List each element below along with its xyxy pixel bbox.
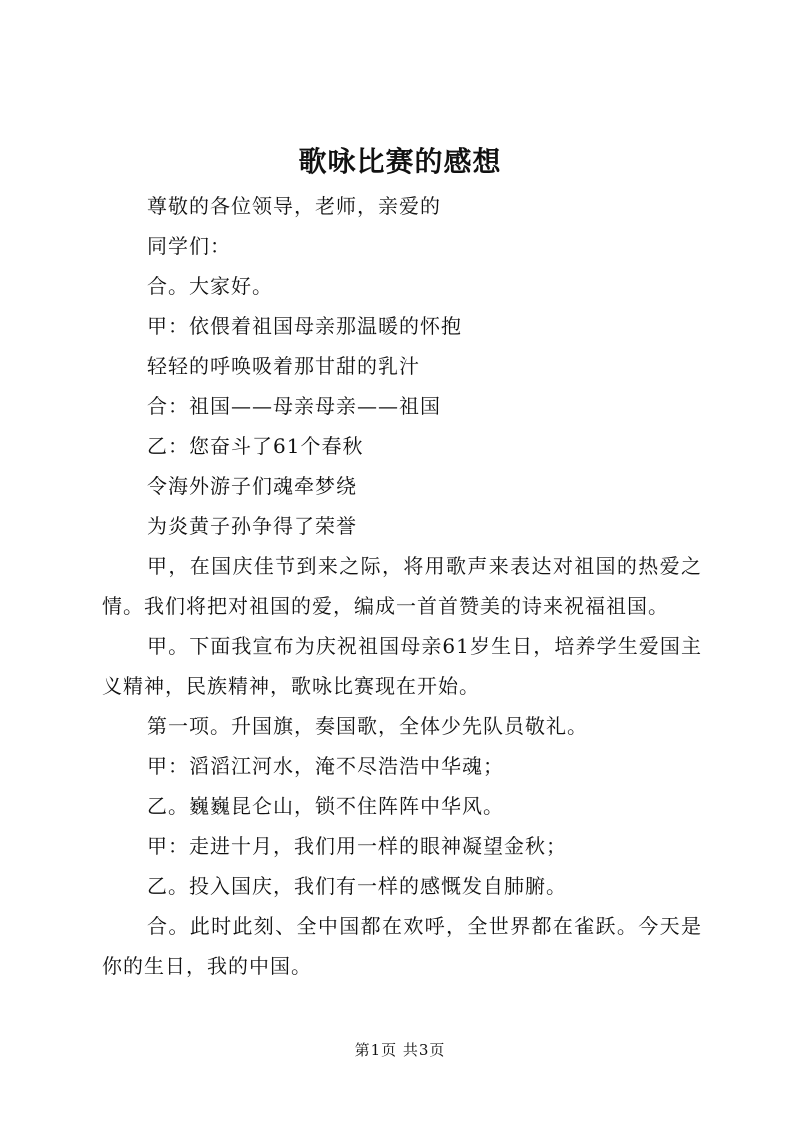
text-line: 令海外游子们魂牵梦绕: [147, 474, 357, 498]
text-line: 轻轻的呼唤吸着那甘甜的乳汁: [147, 354, 420, 378]
text-line: 合。大家好。: [147, 274, 273, 298]
text-line: 合：祖国——母亲母亲——祖国: [147, 394, 441, 418]
text-line: 乙。巍巍昆仑山，锁不住阵阵中华风。: [147, 794, 504, 818]
paragraph: 合。此时此刻、全中国都在欢呼，全世界都在雀跃。今天是你的生日，我的中国。: [102, 914, 702, 978]
text-line: 乙：您奋斗了61个春秋: [147, 434, 364, 458]
text-line: 甲：走进十月，我们用一样的眼神凝望金秋；: [147, 834, 567, 858]
page-title: 歌咏比赛的感想: [298, 145, 502, 178]
text-line: 乙。投入国庆，我们有一样的感慨发自肺腑。: [147, 874, 567, 898]
paragraph: 甲。下面我宣布为庆祝祖国母亲61岁生日，培养学生爱国主义精神，民族精神，歌咏比赛现在开始。: [102, 634, 702, 698]
text-line: 尊敬的各位领导，老师，亲爱的: [147, 194, 441, 218]
text-line: 为炎黄子孙争得了荣誉: [147, 514, 357, 538]
text-line: 同学们：: [147, 234, 231, 258]
text-line: 甲：滔滔江河水，淹不尽浩浩中华魂；: [147, 754, 504, 778]
text-line: 甲：依偎着祖国母亲那温暖的怀抱: [147, 314, 462, 338]
document-body: [102, 186, 702, 986]
paragraph: 甲，在国庆佳节到来之际，将用歌声来表达对祖国的热爱之情。我们将把对祖国的爱，编成一首首赞美的诗来祝福祖国。: [102, 554, 702, 618]
page-footer: 第1页 共3页: [354, 1041, 446, 1059]
text-line: 第一项。升国旗，奏国歌，全体少先队员敬礼。: [147, 714, 588, 738]
